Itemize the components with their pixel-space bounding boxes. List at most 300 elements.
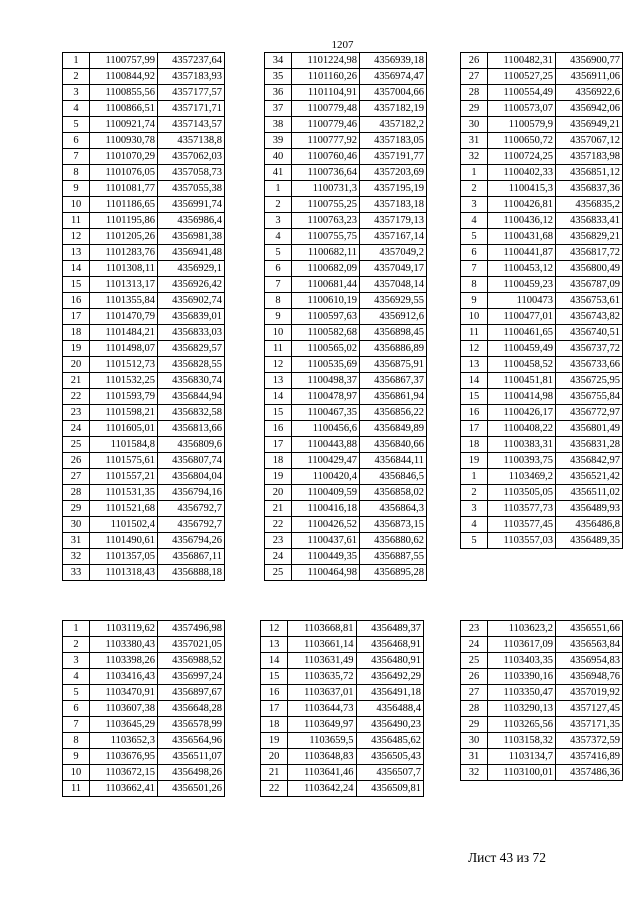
y-coordinate: 4356794,26 [158,533,225,549]
x-coordinate: 1103398,26 [90,653,158,669]
y-coordinate: 4356492,29 [356,669,423,685]
point-number: 6 [265,261,292,277]
point-number: 23 [63,405,90,421]
table-row [461,245,623,261]
table-row [461,277,623,293]
coordinate-table-bottom-3 [460,620,623,781]
x-coordinate: 1100582,68 [292,325,360,341]
y-coordinate: 4356981,38 [158,229,225,245]
y-coordinate: 4356794,16 [158,485,225,501]
table-row [63,781,225,797]
y-coordinate: 4357237,64 [158,53,225,69]
table-row [265,469,427,485]
table-row [461,621,623,637]
point-number: 25 [265,565,292,581]
point-number: 16 [461,405,488,421]
y-coordinate: 4356842,97 [556,453,623,469]
x-coordinate: 1100482,31 [488,53,556,69]
table-row [63,117,225,133]
point-number: 38 [265,117,292,133]
x-coordinate: 1103668,81 [288,621,356,637]
table-row [265,341,427,357]
point-number: 22 [265,517,292,533]
y-coordinate: 4356837,36 [556,181,623,197]
point-number: 10 [63,197,90,213]
point-number: 10 [265,325,292,341]
y-coordinate: 4356873,15 [360,517,427,533]
y-coordinate: 4356511,07 [158,749,225,765]
y-coordinate: 4356490,23 [356,717,423,733]
table-row [461,325,623,341]
point-number: 5 [461,229,488,245]
y-coordinate: 4357019,92 [556,685,623,701]
point-number: 36 [265,85,292,101]
y-coordinate: 4356942,06 [556,101,623,117]
point-number: 21 [63,373,90,389]
point-number: 20 [63,357,90,373]
table-row [63,517,225,533]
table-row [63,389,225,405]
coordinate-table-top-2 [264,52,427,581]
y-coordinate: 4356831,28 [556,437,623,453]
point-number: 15 [461,389,488,405]
x-coordinate: 1100414,98 [488,389,556,405]
y-coordinate: 4356887,55 [360,549,427,565]
table-row [265,533,427,549]
point-number: 31 [63,533,90,549]
y-coordinate: 4356929,55 [360,293,427,309]
table-row [461,453,623,469]
table-row [63,341,225,357]
y-coordinate: 4357067,12 [556,133,623,149]
x-coordinate: 1103652,3 [90,733,158,749]
point-number: 5 [63,117,90,133]
table-row [63,437,225,453]
x-coordinate: 1103607,38 [90,701,158,717]
point-number: 34 [265,53,292,69]
coordinate-table-bottom-1 [62,620,225,797]
x-coordinate: 1100755,25 [292,197,360,213]
table-row [461,421,623,437]
y-coordinate: 4356829,57 [158,341,225,357]
y-coordinate: 4356895,28 [360,565,427,581]
x-coordinate: 1101532,25 [90,373,158,389]
x-coordinate: 1100437,61 [292,533,360,549]
y-coordinate: 4357183,18 [360,197,427,213]
point-number: 29 [63,501,90,517]
x-coordinate: 1100473 [488,293,556,309]
x-coordinate: 1101318,43 [90,565,158,581]
coordinate-table-bottom-2 [260,620,424,797]
y-coordinate: 4356974,47 [360,69,427,85]
table-row [63,277,225,293]
y-coordinate: 4357048,14 [360,277,427,293]
x-coordinate: 1101186,65 [90,197,158,213]
x-coordinate: 1103470,91 [90,685,158,701]
x-coordinate: 1103642,24 [288,781,356,797]
point-number: 28 [461,85,488,101]
x-coordinate: 1100451,81 [488,373,556,389]
x-coordinate: 1100436,12 [488,213,556,229]
point-number: 1 [63,53,90,69]
y-coordinate: 4357143,57 [158,117,225,133]
x-coordinate: 1100409,59 [292,485,360,501]
point-number: 5 [265,245,292,261]
y-coordinate: 4357049,2 [360,245,427,261]
point-number: 15 [261,669,288,685]
table-row [265,309,427,325]
x-coordinate: 1100464,98 [292,565,360,581]
table-row [261,765,424,781]
table-row [265,549,427,565]
y-coordinate: 4356755,84 [556,389,623,405]
table-row [63,197,225,213]
table-row [63,149,225,165]
table-row [461,701,623,717]
point-number: 26 [63,453,90,469]
y-coordinate: 4356801,49 [556,421,623,437]
point-number: 6 [63,133,90,149]
point-number: 11 [63,213,90,229]
y-coordinate: 4356833,41 [556,213,623,229]
x-coordinate: 1100554,49 [488,85,556,101]
y-coordinate: 4357182,19 [360,101,427,117]
table-row [265,437,427,453]
y-coordinate: 4357171,35 [556,717,623,733]
x-coordinate: 1103659,5 [288,733,356,749]
point-number: 19 [265,469,292,485]
x-coordinate: 1100408,22 [488,421,556,437]
point-number: 40 [265,149,292,165]
x-coordinate: 1101521,68 [90,501,158,517]
table-row [63,53,225,69]
point-number: 30 [461,117,488,133]
table-row [265,213,427,229]
table-row [265,293,427,309]
x-coordinate: 1100930,78 [90,133,158,149]
table-row [461,389,623,405]
x-coordinate: 1101205,26 [90,229,158,245]
y-coordinate: 4356772,97 [556,405,623,421]
y-coordinate: 4357062,03 [158,149,225,165]
point-number: 20 [261,749,288,765]
y-coordinate: 4356485,62 [356,733,423,749]
page-number: 1207 [331,39,354,51]
y-coordinate: 4357372,59 [556,733,623,749]
point-number: 29 [461,101,488,117]
point-number: 2 [461,181,488,197]
y-coordinate: 4356733,66 [556,357,623,373]
table-row [461,437,623,453]
x-coordinate: 1101308,11 [90,261,158,277]
table-row [63,669,225,685]
x-coordinate: 1100565,02 [292,341,360,357]
y-coordinate: 4356846,5 [360,469,427,485]
x-coordinate: 1100461,65 [488,325,556,341]
point-number: 3 [265,213,292,229]
y-coordinate: 4357416,89 [556,749,623,765]
y-coordinate: 4356480,91 [356,653,423,669]
table-row [63,325,225,341]
x-coordinate: 1100844,92 [90,69,158,85]
y-coordinate: 4357058,73 [158,165,225,181]
y-coordinate: 4356563,84 [556,637,623,653]
x-coordinate: 1103265,56 [488,717,556,733]
point-number: 16 [261,685,288,701]
point-number: 30 [461,733,488,749]
table-row [63,261,225,277]
point-number: 12 [261,621,288,637]
point-number: 4 [461,213,488,229]
point-number: 14 [461,373,488,389]
point-number: 21 [265,501,292,517]
x-coordinate: 1101195,86 [90,213,158,229]
y-coordinate: 4356941,48 [158,245,225,261]
table-row [265,69,427,85]
x-coordinate: 1100757,99 [90,53,158,69]
point-number: 6 [63,701,90,717]
x-coordinate: 1100426,17 [488,405,556,421]
table-row [261,717,424,733]
table-row [461,717,623,733]
point-number: 8 [63,733,90,749]
point-number: 19 [63,341,90,357]
x-coordinate: 1100650,72 [488,133,556,149]
y-coordinate: 4356501,26 [158,781,225,797]
x-coordinate: 1101355,84 [90,293,158,309]
point-number: 8 [461,277,488,293]
table-row [63,733,225,749]
x-coordinate: 1103623,2 [488,621,556,637]
table-row [461,469,623,485]
table-row [261,781,424,797]
y-coordinate: 4356489,35 [556,533,623,549]
point-number: 7 [63,717,90,733]
point-number: 19 [261,733,288,749]
y-coordinate: 4357167,14 [360,229,427,245]
y-coordinate: 4356498,26 [158,765,225,781]
y-coordinate: 4356839,01 [158,309,225,325]
x-coordinate: 1100402,33 [488,165,556,181]
point-number: 11 [461,325,488,341]
table-row [265,85,427,101]
x-coordinate: 1103119,62 [90,621,158,637]
table-row [63,293,225,309]
x-coordinate: 1100459,49 [488,341,556,357]
y-coordinate: 4356792,7 [158,501,225,517]
point-number: 31 [461,133,488,149]
point-number: 23 [265,533,292,549]
table-row [63,69,225,85]
point-number: 24 [461,637,488,653]
y-coordinate: 4356830,74 [158,373,225,389]
table-row [63,229,225,245]
table-row [63,749,225,765]
point-number: 7 [63,149,90,165]
x-coordinate: 1103505,05 [488,485,556,501]
y-coordinate: 4356578,99 [158,717,225,733]
x-coordinate: 1100478,97 [292,389,360,405]
point-number: 5 [63,685,90,701]
table-row [63,133,225,149]
y-coordinate: 4356787,09 [556,277,623,293]
y-coordinate: 4356858,02 [360,485,427,501]
table-row [461,293,623,309]
y-coordinate: 4356849,89 [360,421,427,437]
y-coordinate: 4357138,8 [158,133,225,149]
point-number: 18 [63,325,90,341]
point-number: 14 [265,389,292,405]
point-number: 37 [265,101,292,117]
x-coordinate: 1103644,73 [288,701,356,717]
x-coordinate: 1100731,3 [292,181,360,197]
y-coordinate: 4356949,21 [556,117,623,133]
point-number: 16 [265,421,292,437]
x-coordinate: 1100760,46 [292,149,360,165]
x-coordinate: 1100498,37 [292,373,360,389]
y-coordinate: 4356486,8 [556,517,623,533]
table-row [63,565,225,581]
point-number: 4 [63,669,90,685]
y-coordinate: 4356505,43 [356,749,423,765]
x-coordinate: 1101512,73 [90,357,158,373]
y-coordinate: 4356813,66 [158,421,225,437]
y-coordinate: 4357183,93 [158,69,225,85]
x-coordinate: 1103469,2 [488,469,556,485]
x-coordinate: 1103661,14 [288,637,356,653]
table-row [461,101,623,117]
point-number: 27 [461,685,488,701]
table-row [265,101,427,117]
point-number: 9 [461,293,488,309]
x-coordinate: 1101313,17 [90,277,158,293]
point-number: 7 [461,261,488,277]
table-row [461,405,623,421]
table-row [461,357,623,373]
y-coordinate: 4357004,66 [360,85,427,101]
x-coordinate: 1103416,43 [90,669,158,685]
y-coordinate: 4356939,18 [360,53,427,69]
x-coordinate: 1100383,31 [488,437,556,453]
point-number: 12 [265,357,292,373]
table-row [63,453,225,469]
x-coordinate: 1103577,45 [488,517,556,533]
x-coordinate: 1100527,25 [488,69,556,85]
point-number: 3 [461,501,488,517]
y-coordinate: 4357055,38 [158,181,225,197]
point-number: 14 [63,261,90,277]
point-number: 9 [63,749,90,765]
point-number: 21 [261,765,288,781]
y-coordinate: 4356886,89 [360,341,427,357]
point-number: 17 [461,421,488,437]
table-row [461,501,623,517]
table-row [63,469,225,485]
table-row [265,229,427,245]
y-coordinate: 4356929,1 [158,261,225,277]
x-coordinate: 1103350,47 [488,685,556,701]
x-coordinate: 1100420,4 [292,469,360,485]
y-coordinate: 4356743,82 [556,309,623,325]
x-coordinate: 1101593,79 [90,389,158,405]
x-coordinate: 1103662,41 [90,781,158,797]
table-row [63,765,225,781]
table-row [461,117,623,133]
x-coordinate: 1101357,05 [90,549,158,565]
point-number: 20 [265,485,292,501]
x-coordinate: 1103158,32 [488,733,556,749]
y-coordinate: 4356800,49 [556,261,623,277]
x-coordinate: 1103631,49 [288,653,356,669]
point-number: 10 [63,765,90,781]
x-coordinate: 1103100,01 [488,765,556,781]
x-coordinate: 1101598,21 [90,405,158,421]
x-coordinate: 1101283,76 [90,245,158,261]
table-row [63,85,225,101]
point-number: 30 [63,517,90,533]
y-coordinate: 4356867,11 [158,549,225,565]
table-row [265,53,427,69]
point-number: 1 [63,621,90,637]
point-number: 17 [63,309,90,325]
point-number: 24 [265,549,292,565]
table-row [261,701,424,717]
table-row [461,85,623,101]
y-coordinate: 4356880,62 [360,533,427,549]
x-coordinate: 1103557,03 [488,533,556,549]
x-coordinate: 1100777,92 [292,133,360,149]
point-number: 29 [461,717,488,733]
table-row [63,533,225,549]
x-coordinate: 1101502,4 [90,517,158,533]
table-row [265,373,427,389]
x-coordinate: 1101557,21 [90,469,158,485]
point-number: 22 [63,389,90,405]
y-coordinate: 4356753,61 [556,293,623,309]
point-number: 32 [461,149,488,165]
y-coordinate: 4356564,96 [158,733,225,749]
y-coordinate: 4356829,21 [556,229,623,245]
x-coordinate: 1100467,35 [292,405,360,421]
y-coordinate: 4357486,36 [556,765,623,781]
x-coordinate: 1103645,29 [90,717,158,733]
coordinate-table-top-1 [62,52,225,581]
y-coordinate: 4357182,2 [360,117,427,133]
coordinate-table-top-3 [460,52,623,549]
x-coordinate: 1101160,26 [292,69,360,85]
x-coordinate: 1100866,51 [90,101,158,117]
table-row [265,149,427,165]
y-coordinate: 4357195,19 [360,181,427,197]
table-row [265,501,427,517]
y-coordinate: 4356489,37 [356,621,423,637]
table-row [461,261,623,277]
y-coordinate: 4356835,2 [556,197,623,213]
point-number: 3 [63,653,90,669]
point-number: 39 [265,133,292,149]
point-number: 18 [461,437,488,453]
point-number: 17 [261,701,288,717]
x-coordinate: 1103676,95 [90,749,158,765]
x-coordinate: 1100443,88 [292,437,360,453]
table-row [461,373,623,389]
x-coordinate: 1101070,29 [90,149,158,165]
point-number: 32 [63,549,90,565]
x-coordinate: 1103649,97 [288,717,356,733]
point-number: 13 [461,357,488,373]
point-number: 28 [63,485,90,501]
x-coordinate: 1100429,47 [292,453,360,469]
